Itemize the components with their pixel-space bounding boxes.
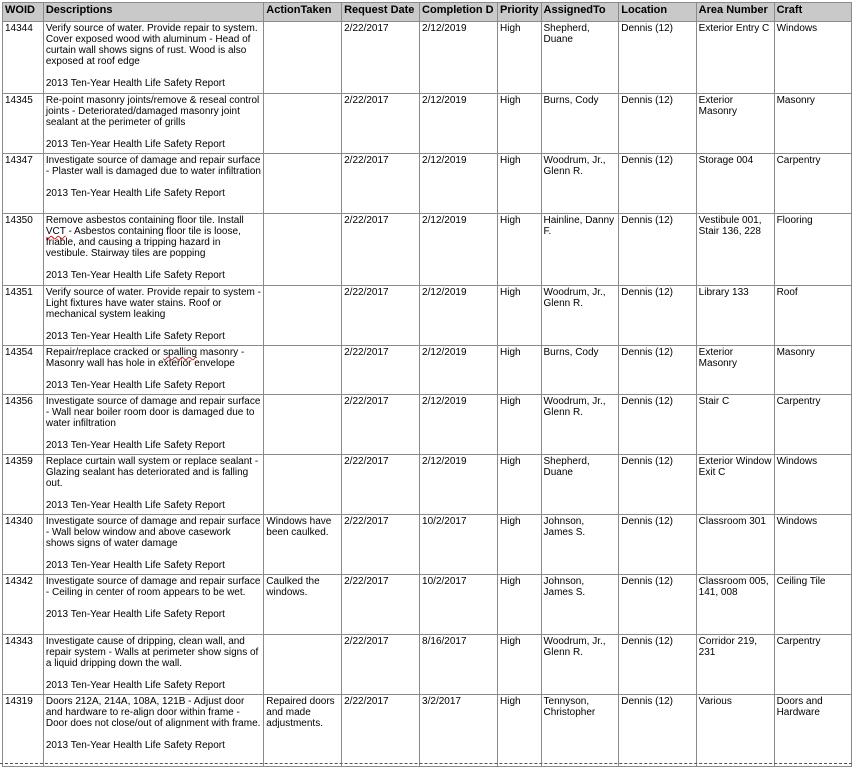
cell-location[interactable]: Dennis (12) — [619, 515, 696, 575]
cell-completion-date[interactable]: 3/2/2017 — [420, 695, 498, 767]
cell-description[interactable] — [43, 575, 263, 635]
header-request-date[interactable]: Request Date — [342, 3, 420, 22]
description-source: 2013 Ten-Year Health Life Safety Report — [45, 680, 225, 691]
spreadsheet-grid — [2, 2, 852, 767]
cell-request-date[interactable]: 2/22/2017 — [342, 635, 420, 695]
page-break-line — [0, 763, 852, 764]
cell-craft[interactable]: Ceiling Tile — [774, 575, 851, 635]
table-row — [3, 94, 852, 154]
cell-request-date[interactable]: 2/22/2017 — [342, 575, 420, 635]
description-text: Investigate cause of dripping, clean wall, and repair system - Walls at perimeter show signs of a liquid dripping down the wall. — [45, 636, 259, 669]
description-source: 2013 Ten-Year Health Life Safety Report — [45, 740, 225, 751]
cell-action-taken[interactable] — [264, 94, 342, 154]
description-source: 2013 Ten-Year Health Life Safety Report — [45, 500, 225, 511]
cell-assigned-to[interactable]: Tennyson, Christopher — [541, 695, 619, 767]
cell-request-date[interactable]: 2/22/2017 — [342, 154, 420, 214]
cell-woid[interactable]: 14356 — [3, 395, 44, 455]
cell-action-taken[interactable] — [264, 455, 342, 515]
cell-craft[interactable]: Carpentry — [774, 154, 851, 214]
cell-description[interactable] — [43, 515, 263, 575]
cell-completion-date[interactable]: 2/12/2019 — [420, 395, 498, 455]
cell-priority[interactable]: High — [498, 94, 542, 154]
cell-request-date[interactable]: 2/22/2017 — [342, 695, 420, 767]
cell-completion-date[interactable]: 2/12/2019 — [420, 94, 498, 154]
cell-action-taken[interactable]: Repaired doors and made adjustments. — [264, 695, 342, 767]
description-text: Investigate source of damage and repair surface - Wall below window and above casework shows signs of water damage — [45, 516, 261, 549]
cell-woid[interactable]: 14359 — [3, 455, 44, 515]
cell-area-number[interactable]: Classroom 301 — [696, 515, 774, 575]
cell-request-date[interactable]: 2/22/2017 — [342, 395, 420, 455]
cell-location[interactable]: Dennis (12) — [619, 346, 696, 395]
cell-action-taken[interactable] — [264, 286, 342, 346]
cell-location[interactable]: Dennis (12) — [619, 154, 696, 214]
description-text: Investigate source of damage and repair surface - Plaster wall is damaged due to water infiltration — [45, 155, 261, 177]
cell-location[interactable]: Dennis (12) — [619, 575, 696, 635]
cell-description[interactable] — [43, 214, 263, 286]
cell-action-taken[interactable] — [264, 22, 342, 94]
cell-priority[interactable]: High — [498, 286, 542, 346]
cell-assigned-to[interactable]: Hainline, Danny F. — [541, 214, 619, 286]
description-text: Investigate source of damage and repair surface - Ceiling in center of room appears to be wet. — [45, 576, 261, 598]
cell-woid[interactable]: 14351 — [3, 286, 44, 346]
cell-area-number[interactable]: Exterior Masonry — [696, 94, 774, 154]
cell-craft[interactable]: Windows — [774, 22, 851, 94]
cell-area-number[interactable]: Exterior Entry C — [696, 22, 774, 94]
description-source: 2013 Ten-Year Health Life Safety Report — [45, 270, 225, 281]
cell-description[interactable] — [43, 635, 263, 695]
cell-craft[interactable]: Carpentry — [774, 635, 851, 695]
cell-location[interactable]: Dennis (12) — [619, 94, 696, 154]
cell-action-taken[interactable] — [264, 346, 342, 395]
description-text: Repair/replace cracked or spalling masonry - Masonry wall has hole in exterior envelope — [45, 347, 245, 369]
cell-craft[interactable]: Doors and Hardware — [774, 695, 851, 767]
description-text: Investigate source of damage and repair surface - Wall near boiler room door is damaged due to water infiltration — [45, 396, 261, 429]
cell-location[interactable]: Dennis (12) — [619, 214, 696, 286]
cell-craft[interactable]: Masonry — [774, 346, 851, 395]
cell-assigned-to[interactable]: Johnson, James S. — [541, 515, 619, 575]
cell-assigned-to[interactable]: Woodrum, Jr., Glenn R. — [541, 286, 619, 346]
cell-priority[interactable]: High — [498, 635, 542, 695]
description-source: 2013 Ten-Year Health Life Safety Report — [45, 78, 225, 89]
description-text: Verify source of water. Provide repair to system - Light fixtures have water stains. Roof or mechanical system leaking — [45, 287, 261, 320]
table-row — [3, 214, 852, 286]
spellcheck-marker: spalling — [163, 347, 198, 358]
cell-action-taken[interactable]: Caulked the windows. — [264, 575, 342, 635]
cell-request-date[interactable]: 2/22/2017 — [342, 455, 420, 515]
cell-assigned-to[interactable]: Burns, Cody — [541, 94, 619, 154]
cell-completion-date[interactable]: 2/12/2019 — [420, 214, 498, 286]
description-source: 2013 Ten-Year Health Life Safety Report — [45, 440, 225, 451]
description-source: 2013 Ten-Year Health Life Safety Report — [45, 139, 225, 150]
cell-completion-date[interactable]: 10/2/2017 — [420, 575, 498, 635]
cell-request-date[interactable]: 2/22/2017 — [342, 214, 420, 286]
description-source: 2013 Ten-Year Health Life Safety Report — [45, 331, 225, 342]
cell-completion-date[interactable]: 2/12/2019 — [420, 346, 498, 395]
cell-craft[interactable]: Roof — [774, 286, 851, 346]
cell-woid[interactable]: 14354 — [3, 346, 44, 395]
cell-location[interactable]: Dennis (12) — [619, 695, 696, 767]
cell-assigned-to[interactable]: Woodrum, Jr., Glenn R. — [541, 395, 619, 455]
description-source: 2013 Ten-Year Health Life Safety Report — [45, 560, 225, 571]
cell-description[interactable] — [43, 286, 263, 346]
cell-description[interactable] — [43, 455, 263, 515]
cell-priority[interactable]: High — [498, 695, 542, 767]
cell-priority[interactable]: High — [498, 22, 542, 94]
cell-request-date[interactable]: 2/22/2017 — [342, 346, 420, 395]
cell-woid[interactable]: 14342 — [3, 575, 44, 635]
table-row — [3, 395, 852, 455]
cell-craft[interactable]: Windows — [774, 455, 851, 515]
cell-location[interactable]: Dennis (12) — [619, 22, 696, 94]
table-row — [3, 286, 852, 346]
cell-area-number[interactable]: Exterior Masonry — [696, 346, 774, 395]
description-text: Replace curtain wall system or replace sealant - Glazing sealant has deteriorated and is falling out. — [45, 456, 259, 489]
cell-woid[interactable]: 14344 — [3, 22, 44, 94]
cell-area-number[interactable]: Vestibule 001, Stair 136, 228 — [696, 214, 774, 286]
cell-completion-date[interactable]: 2/12/2019 — [420, 455, 498, 515]
header-area-number[interactable]: Area Number — [696, 3, 774, 22]
cell-priority[interactable]: High — [498, 154, 542, 214]
cell-priority[interactable]: High — [498, 455, 542, 515]
cell-area-number[interactable]: Storage 004 — [696, 154, 774, 214]
spellcheck-marker: VCT — [45, 226, 66, 237]
cell-description[interactable] — [43, 395, 263, 455]
cell-completion-date[interactable]: 2/12/2019 — [420, 286, 498, 346]
cell-priority[interactable]: High — [498, 515, 542, 575]
cell-assigned-to[interactable]: Woodrum, Jr., Glenn R. — [541, 635, 619, 695]
cell-craft[interactable]: Windows — [774, 515, 851, 575]
table-row — [3, 346, 852, 395]
cell-woid[interactable]: 14340 — [3, 515, 44, 575]
description-text: Remove asbestos containing floor tile. Install VCT - Asbestos containing floor tile is loose, friable, and causing a tripping hazard in vestibule. Stairway tiles are popping — [45, 215, 244, 259]
cell-description[interactable] — [43, 94, 263, 154]
cell-priority[interactable]: High — [498, 575, 542, 635]
cell-area-number[interactable]: Various — [696, 695, 774, 767]
cell-description[interactable] — [43, 695, 263, 767]
cell-area-number[interactable]: Corridor 219, 231 — [696, 635, 774, 695]
cell-completion-date[interactable]: 2/12/2019 — [420, 22, 498, 94]
header-row — [3, 3, 852, 22]
cell-priority[interactable]: High — [498, 346, 542, 395]
cell-craft[interactable]: Flooring — [774, 214, 851, 286]
cell-woid[interactable]: 14345 — [3, 94, 44, 154]
table-row — [3, 455, 852, 515]
header-action-taken[interactable]: ActionTaken — [264, 3, 342, 22]
cell-assigned-to[interactable]: Woodrum, Jr., Glenn R. — [541, 154, 619, 214]
description-source: 2013 Ten-Year Health Life Safety Report — [45, 188, 225, 199]
header-priority[interactable]: Priority — [498, 3, 542, 22]
cell-location[interactable]: Dennis (12) — [619, 286, 696, 346]
table-row — [3, 22, 852, 94]
cell-area-number[interactable]: Classroom 005, 141, 008 — [696, 575, 774, 635]
table-row — [3, 154, 852, 214]
description-source: 2013 Ten-Year Health Life Safety Report — [45, 380, 225, 391]
description-text: Re-point masonry joints/remove & reseal control joints - Deteriorated/damaged masonry joint sealant at the perimeter of grills — [45, 95, 260, 128]
cell-action-taken[interactable]: Windows have been caulked. — [264, 515, 342, 575]
description-text: Verify source of water. Provide repair to system. Cover exposed wood with aluminum - Head of curtain wall shows signs of rust. Wood is also exposed at roof edge — [45, 23, 258, 67]
cell-description[interactable] — [43, 154, 263, 214]
cell-woid[interactable]: 14350 — [3, 214, 44, 286]
cell-woid[interactable]: 14319 — [3, 695, 44, 767]
cell-action-taken[interactable] — [264, 635, 342, 695]
cell-description[interactable] — [43, 22, 263, 94]
cell-request-date[interactable]: 2/22/2017 — [342, 94, 420, 154]
cell-area-number[interactable]: Library 133 — [696, 286, 774, 346]
cell-completion-date[interactable]: 10/2/2017 — [420, 515, 498, 575]
table-row — [3, 695, 852, 767]
cell-assigned-to[interactable]: Johnson, James S. — [541, 575, 619, 635]
cell-assigned-to[interactable]: Shepherd, Duane — [541, 22, 619, 94]
cell-craft[interactable]: Carpentry — [774, 395, 851, 455]
cell-request-date[interactable]: 2/22/2017 — [342, 286, 420, 346]
header-completion-date[interactable]: Completion D — [420, 3, 498, 22]
header-woid[interactable]: WOID — [3, 3, 44, 22]
header-craft[interactable]: Craft — [774, 3, 851, 22]
cell-action-taken[interactable] — [264, 395, 342, 455]
cell-request-date[interactable]: 2/22/2017 — [342, 515, 420, 575]
cell-location[interactable]: Dennis (12) — [619, 455, 696, 515]
table-row — [3, 635, 852, 695]
cell-action-taken[interactable] — [264, 154, 342, 214]
table-row — [3, 515, 852, 575]
cell-completion-date[interactable]: 8/16/2017 — [420, 635, 498, 695]
description-text: Doors 212A, 214A, 108A, 121B - Adjust door and hardware to re-align door within frame - Door does not close/out of alignment with frame. — [45, 696, 261, 729]
cell-priority[interactable]: High — [498, 395, 542, 455]
cell-priority[interactable]: High — [498, 214, 542, 286]
cell-craft[interactable]: Masonry — [774, 94, 851, 154]
cell-description[interactable] — [43, 346, 263, 395]
cell-completion-date[interactable]: 2/12/2019 — [420, 154, 498, 214]
description-source: 2013 Ten-Year Health Life Safety Report — [45, 609, 225, 620]
cell-woid[interactable]: 14347 — [3, 154, 44, 214]
cell-location[interactable]: Dennis (12) — [619, 395, 696, 455]
header-descriptions[interactable]: Descriptions — [43, 3, 263, 22]
cell-location[interactable]: Dennis (12) — [619, 635, 696, 695]
table-row — [3, 575, 852, 635]
cell-area-number[interactable]: Stair C — [696, 395, 774, 455]
header-location[interactable]: Location — [619, 3, 696, 22]
cell-woid[interactable]: 14343 — [3, 635, 44, 695]
cell-assigned-to[interactable]: Shepherd, Duane — [541, 455, 619, 515]
header-assigned-to[interactable]: AssignedTo — [541, 3, 619, 22]
cell-action-taken[interactable] — [264, 214, 342, 286]
cell-assigned-to[interactable]: Burns, Cody — [541, 346, 619, 395]
cell-request-date[interactable]: 2/22/2017 — [342, 22, 420, 94]
cell-area-number[interactable]: Exterior Window Exit C — [696, 455, 774, 515]
